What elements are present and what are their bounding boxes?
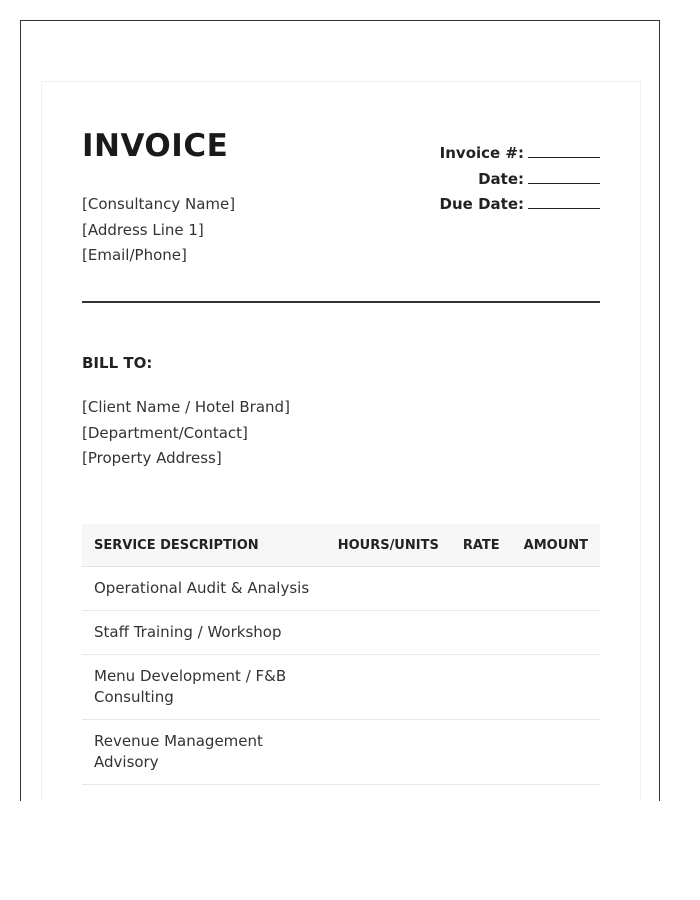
invoice-title: INVOICE: [82, 128, 229, 164]
sender-contact: [Email/Phone]: [82, 246, 187, 264]
client-department: [Department/Contact]: [82, 423, 248, 442]
row-hours: [326, 611, 451, 655]
table-row: [82, 611, 600, 655]
due-date-label: Due Date:: [439, 195, 524, 213]
row-rate: [451, 611, 512, 655]
table-row: [82, 655, 600, 720]
row-amount: [512, 720, 600, 785]
row-description: Revenue Management Advisory: [82, 720, 326, 785]
row-rate: [451, 720, 512, 785]
column-header-hours: HOURS/UNITS: [326, 524, 451, 567]
column-header-description: SERVICE DESCRIPTION: [82, 524, 326, 567]
invoice-meta: [440, 141, 600, 218]
services-table: [82, 524, 600, 785]
row-amount: [512, 655, 600, 720]
column-header-rate: RATE: [451, 524, 512, 567]
row-hours: [326, 720, 451, 785]
table-header-row: [82, 524, 600, 567]
table-row: [82, 720, 600, 785]
due-date-blank: [528, 194, 600, 209]
bill-to-label: BILL TO:: [82, 354, 153, 372]
client-name: [Client Name / Hotel Brand]: [82, 398, 290, 416]
invoice-number-label: Invoice #:: [439, 144, 524, 162]
invoice-number-row: [440, 141, 600, 167]
row-description: Operational Audit & Analysis: [82, 567, 326, 611]
row-rate: [451, 655, 512, 720]
header-divider: [82, 301, 600, 303]
sender-info: [82, 192, 235, 269]
row-rate: [451, 567, 512, 611]
sender-address: [Address Line 1]: [82, 220, 204, 239]
row-hours: [326, 655, 451, 720]
column-header-amount: AMOUNT: [512, 524, 600, 567]
date-row: [440, 167, 600, 193]
date-blank: [528, 169, 600, 184]
row-description: Staff Training / Workshop: [82, 611, 326, 655]
row-amount: [512, 611, 600, 655]
table-row: [82, 567, 600, 611]
client-address: [Property Address]: [82, 449, 222, 467]
row-amount: [512, 567, 600, 611]
invoice-number-blank: [528, 143, 600, 158]
row-hours: [326, 567, 451, 611]
due-date-row: [440, 192, 600, 218]
sender-name: [Consultancy Name]: [82, 195, 236, 213]
bill-to-info: [82, 395, 290, 472]
row-description: Menu Development / F&B Consulting: [82, 655, 326, 720]
date-label: Date:: [478, 169, 524, 188]
